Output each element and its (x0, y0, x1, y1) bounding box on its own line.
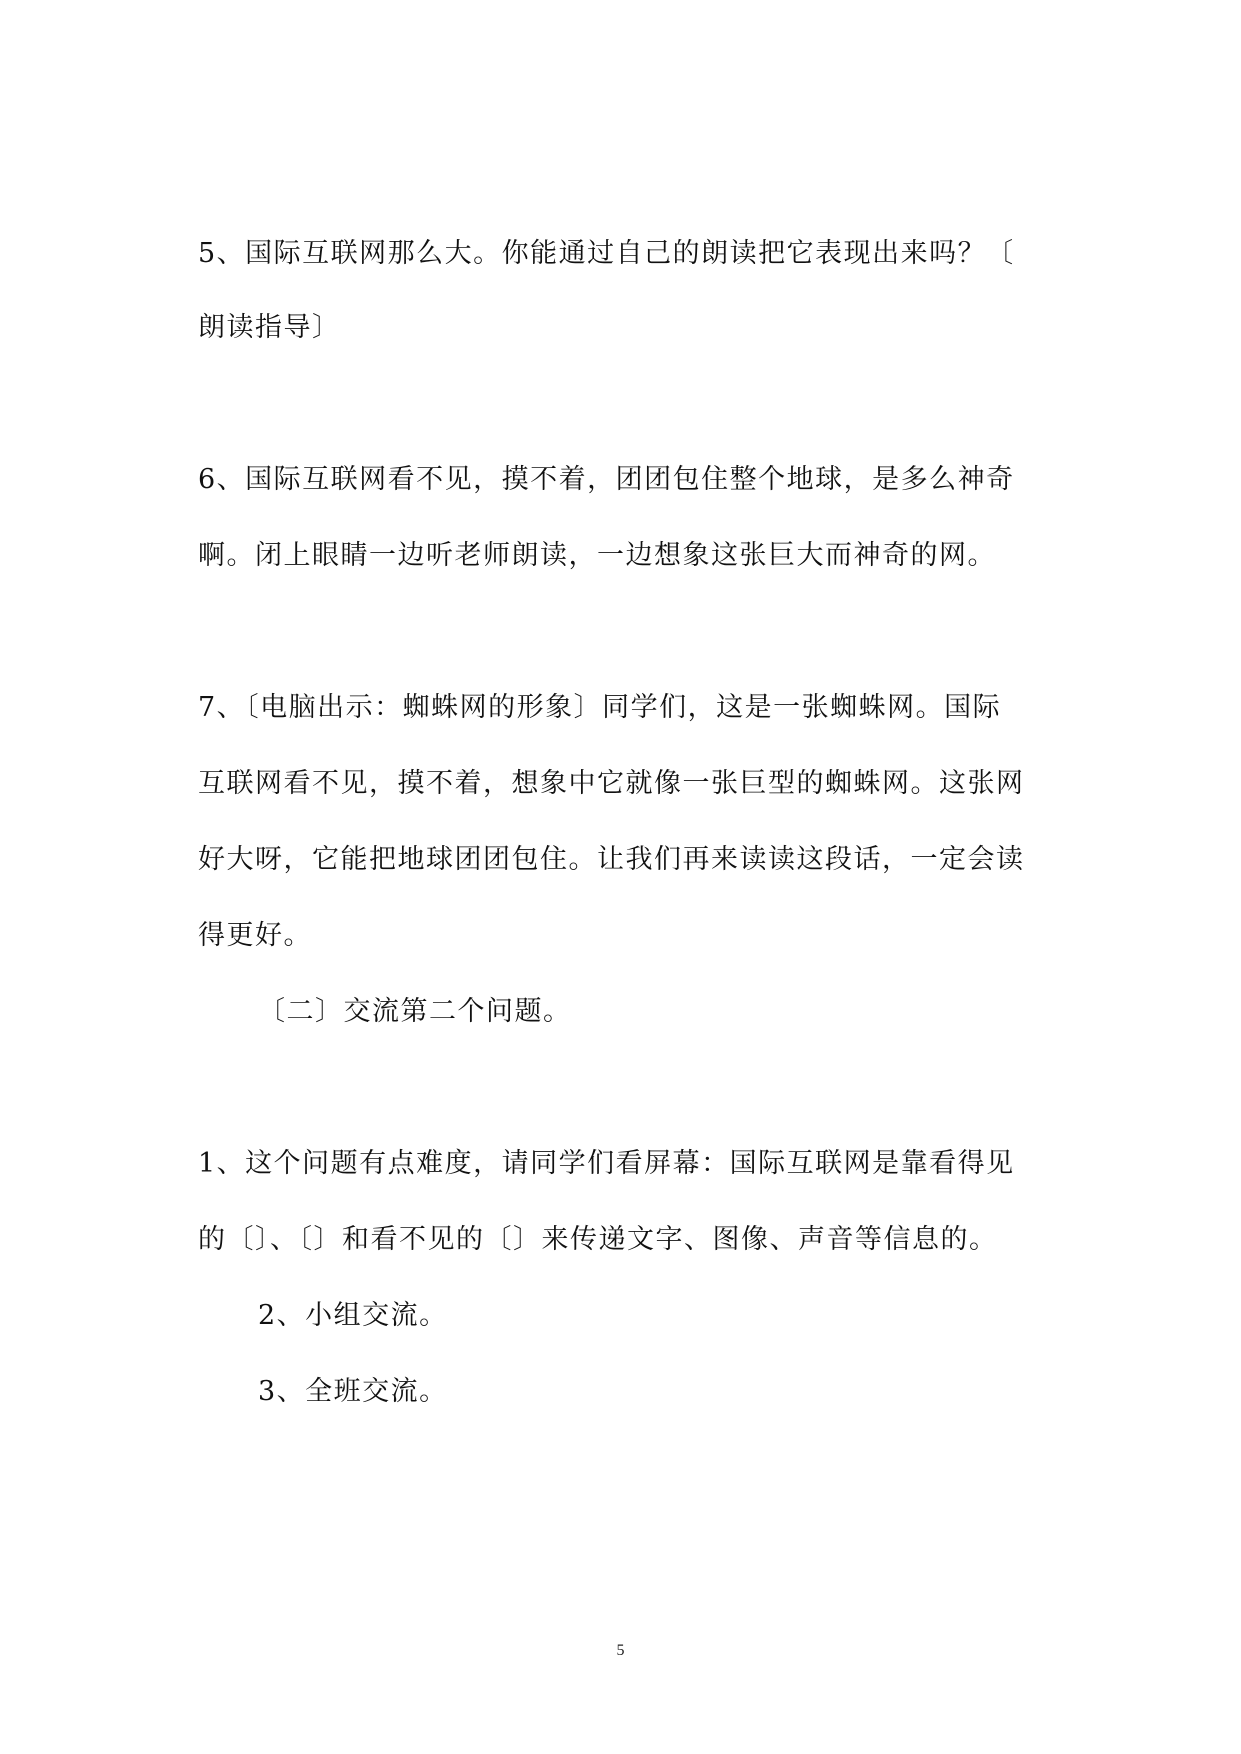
step-3: 3、全班交流。 (258, 1376, 448, 1407)
section-2-heading: 〔二〕交流第二个问题。 (258, 996, 572, 1027)
item-6-line-2: 啊。闭上眼睛一边听老师朗读，一边想象这张巨大而神奇的网。 (198, 540, 996, 571)
item-5-line-2: 朗读指导〕 (198, 312, 341, 343)
item-5-line-1: 5、国际互联网那么大。你能通过自己的朗读把它表现出来吗？〔 (198, 238, 1015, 269)
item-7-line-2: 互联网看不见，摸不着，想象中它就像一张巨型的蜘蛛网。这张网 (198, 768, 1025, 799)
page-number: 5 (616, 1642, 625, 1659)
item-6-line-1: 6、国际互联网看不见，摸不着，团团包住整个地球，是多么神奇 (198, 464, 1015, 495)
item-7-line-3: 好大呀，它能把地球团团包住。让我们再来读读这段话，一定会读 (198, 844, 1025, 875)
q1-line-2: 的〔〕、〔〕和看不见的〔〕来传递文字、图像、声音等信息的。 (198, 1224, 998, 1255)
step-2: 2、小组交流。 (258, 1300, 448, 1331)
item-7-line-4: 得更好。 (198, 920, 312, 951)
q1-line-1: 1、这个问题有点难度，请同学们看屏幕：国际互联网是靠看得见 (198, 1148, 1015, 1179)
item-7-line-1: 7、〔电脑出示：蜘蛛网的形象〕同学们，这是一张蜘蛛网。国际 (198, 692, 1002, 723)
